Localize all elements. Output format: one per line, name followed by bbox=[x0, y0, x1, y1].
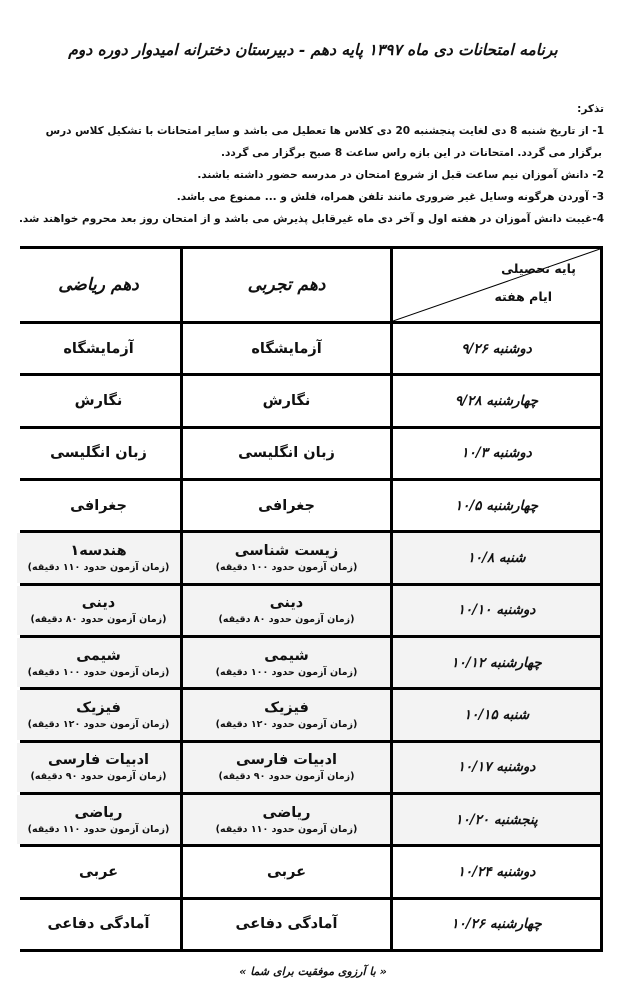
exam-duration: (زمان آزمون حدود ۱۰۰ دقیقه) bbox=[215, 666, 358, 678]
riazi-cell bbox=[17, 429, 180, 478]
day-cell: چهارشنبه ۹/۲۸ bbox=[393, 376, 600, 425]
notes-heading: تذکر: bbox=[577, 103, 604, 115]
riazi-cell bbox=[17, 900, 180, 949]
riazi-cell bbox=[17, 690, 180, 739]
note-line: 1- از تاریخ شنبه 8 دی لغایت پنجشنبه 20 دی کلاس ها تعطیل می باشد و سایر امتحانات با تشکیل کلاس درس bbox=[45, 125, 604, 137]
header-corner-cell bbox=[393, 249, 600, 321]
subject-name: هندسه۱ bbox=[70, 542, 127, 559]
tajrobi-cell bbox=[183, 481, 390, 530]
subject-name: ریاضی bbox=[262, 804, 311, 821]
subject-name: ریاضی bbox=[74, 804, 123, 821]
tajrobi-cell bbox=[183, 743, 390, 792]
day-cell: شنبه ۱۰/۱۵ bbox=[393, 690, 600, 739]
header-grade-label: پایه تحصیلی bbox=[501, 261, 576, 276]
subject-name: جغرافی bbox=[258, 497, 315, 514]
note-line: 2- دانش آموزان نیم ساعت قبل از شروع امتحان در مدرسه حضور داشته باشند. bbox=[197, 169, 604, 181]
subject-name: جغرافی bbox=[70, 497, 127, 514]
day-cell: پنجشنبه ۱۰/۲۰ bbox=[393, 795, 600, 844]
exam-duration: (زمان آزمون حدود ۹۰ دقیقه) bbox=[218, 771, 355, 783]
exam-duration: (زمان آزمون حدود ۱۱۰ دقیقه) bbox=[27, 561, 170, 573]
tajrobi-cell bbox=[183, 586, 390, 635]
subject-name: ادبیات فارسی bbox=[235, 752, 338, 769]
header-riazi: دهم ریاضی bbox=[17, 249, 180, 321]
riazi-cell bbox=[17, 795, 180, 844]
subject-name: دینی bbox=[81, 595, 116, 612]
subject-name: دینی bbox=[269, 595, 304, 612]
riazi-cell bbox=[17, 847, 180, 896]
day-cell: شنبه ۱۰/۸ bbox=[393, 533, 600, 582]
subject-name: عربی bbox=[266, 863, 307, 880]
tajrobi-cell bbox=[183, 847, 390, 896]
day-cell: چهارشنبه ۱۰/۵ bbox=[393, 481, 600, 530]
subject-name: آزمایشگاه bbox=[63, 340, 134, 357]
page-title: برنامه امتحانات دی ماه ۱۳۹۷ پایه دهم - دبیرستان دخترانه امیدوار دوره دوم bbox=[68, 40, 558, 59]
subject-name: ادبیات فارسی bbox=[47, 752, 150, 769]
exam-schedule-table bbox=[20, 246, 603, 952]
exam-duration: (زمان آزمون حدود ۱۲۰ دقیقه) bbox=[215, 718, 358, 730]
tajrobi-cell bbox=[183, 900, 390, 949]
riazi-cell bbox=[17, 586, 180, 635]
tajrobi-cell bbox=[183, 324, 390, 373]
exam-duration: (زمان آزمون حدود ۸۰ دقیقه) bbox=[218, 614, 355, 626]
tajrobi-cell bbox=[183, 795, 390, 844]
subject-name: فیزیک bbox=[264, 699, 309, 716]
subject-name: آمادگی دفاعی bbox=[235, 916, 338, 933]
day-cell: دوشنبه ۱۰/۳ bbox=[393, 429, 600, 478]
subject-name: آزمایشگاه bbox=[251, 340, 322, 357]
day-cell: دوشنبه ۹/۲۶ bbox=[393, 324, 600, 373]
note-line: 4-غیبت دانش آموزان در هفته اول و آخر دی ماه غیرقابل پذیرش می باشد و از امتحان روز بعد محروم خواهند شد. bbox=[18, 213, 604, 225]
subject-name: نگارش bbox=[74, 392, 123, 409]
header-tajrobi: دهم تجربی bbox=[183, 249, 390, 321]
day-cell: چهارشنبه ۱۰/۱۲ bbox=[393, 638, 600, 687]
subject-name: زیست شناسی bbox=[234, 542, 339, 559]
riazi-cell bbox=[17, 324, 180, 373]
subject-name: زبان انگلیسی bbox=[238, 445, 335, 462]
riazi-cell bbox=[17, 743, 180, 792]
diagonal-divider bbox=[393, 249, 600, 321]
riazi-cell bbox=[17, 481, 180, 530]
day-cell: چهارشنبه ۱۰/۲۶ bbox=[393, 900, 600, 949]
subject-name: نگارش bbox=[262, 392, 311, 409]
exam-duration: (زمان آزمون حدود ۱۱۰ دقیقه) bbox=[215, 823, 358, 835]
exam-duration: (زمان آزمون حدود ۱۱۰ دقیقه) bbox=[27, 823, 170, 835]
riazi-cell bbox=[17, 638, 180, 687]
tajrobi-cell bbox=[183, 690, 390, 739]
tajrobi-cell bbox=[183, 429, 390, 478]
header-days-label: ایام هفته bbox=[494, 289, 552, 304]
subject-name: عربی bbox=[78, 863, 119, 880]
day-cell: دوشنبه ۱۰/۱۷ bbox=[393, 743, 600, 792]
footer-message: « با آرزوی موفقیت برای شما » bbox=[239, 965, 387, 978]
tajrobi-cell bbox=[183, 638, 390, 687]
subject-name: آمادگی دفاعی bbox=[47, 916, 150, 933]
note-line: برگزار می گردد. امتحانات در این بازه راس ساعت 8 صبح برگزار می گردد. bbox=[221, 147, 602, 159]
riazi-cell bbox=[17, 376, 180, 425]
exam-duration: (زمان آزمون حدود ۸۰ دقیقه) bbox=[30, 614, 167, 626]
subject-name: شیمی bbox=[264, 647, 309, 664]
note-line: 3- آوردن هرگونه وسایل غیر ضروری مانند تلفن همراه، فلش و ... ممنوع می باشد. bbox=[176, 191, 604, 203]
riazi-cell bbox=[17, 533, 180, 582]
notes-section bbox=[14, 98, 604, 230]
exam-duration: (زمان آزمون حدود ۱۲۰ دقیقه) bbox=[27, 718, 170, 730]
day-cell: دوشنبه ۱۰/۱۰ bbox=[393, 586, 600, 635]
subject-name: شیمی bbox=[76, 647, 121, 664]
subject-name: فیزیک bbox=[76, 699, 121, 716]
exam-duration: (زمان آزمون حدود ۱۰۰ دقیقه) bbox=[215, 561, 358, 573]
exam-duration: (زمان آزمون حدود ۱۰۰ دقیقه) bbox=[27, 666, 170, 678]
day-cell: دوشنبه ۱۰/۲۴ bbox=[393, 847, 600, 896]
tajrobi-cell bbox=[183, 533, 390, 582]
subject-name: زبان انگلیسی bbox=[50, 445, 147, 462]
tajrobi-cell bbox=[183, 376, 390, 425]
exam-duration: (زمان آزمون حدود ۹۰ دقیقه) bbox=[30, 771, 167, 783]
